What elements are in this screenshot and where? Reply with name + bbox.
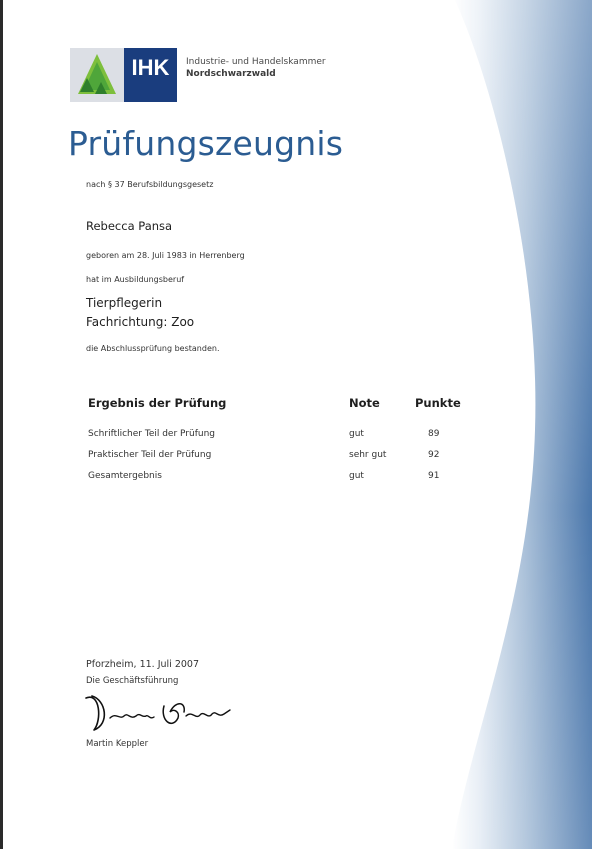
green-triangle-icon <box>70 48 124 102</box>
result-subject: Praktischer Teil der Prüfung <box>88 450 212 460</box>
result-points: 91 <box>428 471 440 481</box>
handwritten-signature <box>80 690 240 736</box>
result-grade: gut <box>349 429 364 439</box>
intro-line: hat im Ausbildungsberuf <box>86 275 185 284</box>
logo-emblem <box>70 48 124 102</box>
issuer-name-line2: Nordschwarzwald <box>186 69 276 79</box>
result-points: 92 <box>428 450 440 460</box>
place-date: Pforzheim, 11. Juli 2007 <box>86 659 200 670</box>
management-label: Die Geschäftsführung <box>86 676 179 686</box>
results-header-subject: Ergebnis der Prüfung <box>88 396 227 410</box>
issuer-name-line1: Industrie- und Handelskammer <box>186 57 326 67</box>
specialization: Fachrichtung: Zoo <box>86 315 195 329</box>
results-header-grade: Note <box>349 396 380 410</box>
results-row <box>88 450 488 464</box>
logo-wordmark: IHK <box>124 48 177 102</box>
result-line: die Abschlussprüfung bestanden. <box>86 344 220 353</box>
results-row <box>88 471 488 485</box>
results-row <box>88 429 488 443</box>
result-subject: Gesamtergebnis <box>88 471 162 481</box>
result-grade: sehr gut <box>349 450 387 460</box>
legal-basis: nach § 37 Berufsbildungsgesetz <box>86 180 214 189</box>
birth-line: geboren am 28. Juli 1983 in Herrenberg <box>86 251 245 260</box>
result-points: 89 <box>428 429 440 439</box>
result-subject: Schriftlicher Teil der Prüfung <box>88 429 215 439</box>
document-title: Prüfungszeugnis <box>68 124 344 163</box>
signatory-name: Martin Keppler <box>86 739 149 749</box>
results-header-points: Punkte <box>415 396 461 410</box>
ihk-logo <box>70 48 177 102</box>
candidate-name: Rebecca Pansa <box>86 219 173 233</box>
profession: Tierpflegerin <box>86 296 163 310</box>
result-grade: gut <box>349 471 364 481</box>
